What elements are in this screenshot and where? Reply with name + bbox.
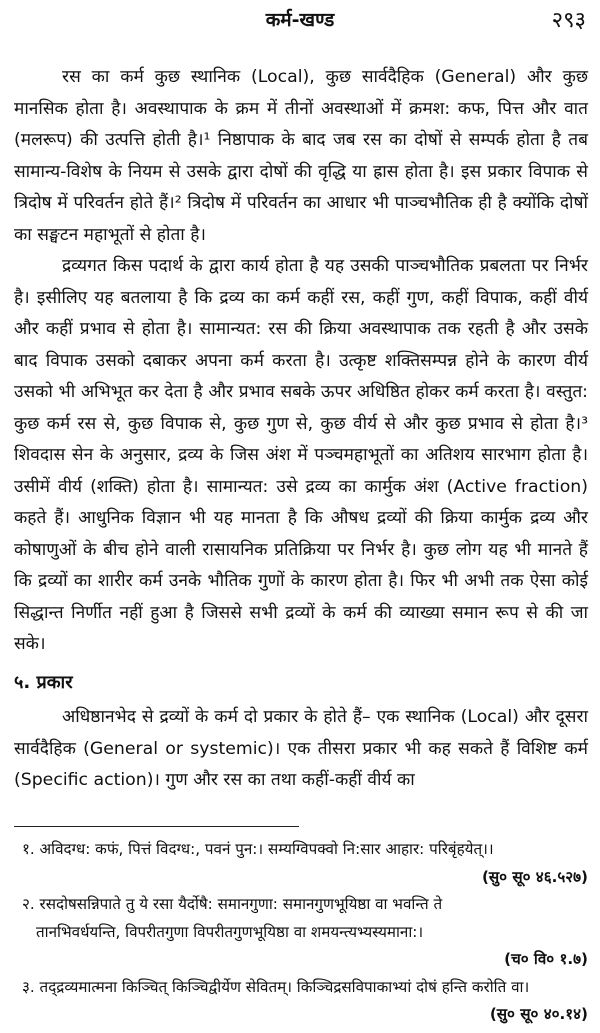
footnote-divider [14, 826, 299, 827]
footnote-text: ३. तद्द्रव्यमात्मना किञ्चित् किञ्चिद्वीर्येण सेवितम्। किञ्चिद्रसविपाकाभ्यां दोषं हन्ति करोति वा। [22, 977, 530, 996]
page-header [0, 2, 600, 36]
footnote-reference: (सु० सू० ४०.१४) [489, 1005, 588, 1023]
footnote-reference: (सु० सू० ४६.५२७) [481, 867, 588, 886]
section-heading: ५. प्रकार [14, 671, 73, 693]
footnote-reference: (च० वि० १.७) [504, 950, 588, 968]
paragraph-prakara: अधिष्ठानभेद से द्रव्यों के कर्म दो प्रकार के होते हैं– एक स्थानिक (Local) और दूसरा सार्वदैहिक (General or systemic)। एक तीसरा प्रकार भी कह सकते हैं विशिष्ट कर्म (Specific action)। गुण और रस का तथा कहीं-कहीं वीर्य का [14, 707, 588, 790]
footnote-text-continued: तानभिवर्धयन्ति, विपरीतगुणा विपरीतगुणभूयिष्ठा वा शमयन्त्यभ्यस्यमाना:। [36, 922, 424, 941]
chapter-title: कर्म-खण्ड [265, 9, 335, 31]
footnote-text: १. अविदग्ध: कफं, पित्तं विदग्ध:, पवनं पुन:। सम्यग्विपक्वो नि:सार आहार: परिबृंहयेत्।। [22, 840, 494, 858]
footnote-2 [22, 891, 588, 974]
footnotes [22, 836, 588, 1029]
paragraph-rasa-karma: रस का कर्म कुछ स्थानिक (Local), कुछ सार्वदैहिक (General) और कुछ मानसिक होता है। अवस्थापाक के क्रम में तीनों अवस्थाओं में क्रमश: कफ, पित्त और वात (मलरूप) की उत्पत्ति होती है।¹ निष्ठापाक के बाद जब रस का दोषों से सम्पर्क होता है तब सामान्य-विशेष के नियम से उसके द्वारा दोषों की वृद्धि या ह्रास होता है। इस प्रकार विपाक से त्रिदोष में परिवर्तन होते हैं।² त्रिदोष में परिवर्तन का आधार भी पाञ्चभौतिक ही है क्योंकि दोषों का सङ्घटन महाभूतों से होता है। [14, 67, 588, 245]
footnote-3 [22, 974, 588, 1029]
main-text [14, 62, 588, 797]
footnote-1 [22, 836, 588, 891]
footnote-text: २. रसदोषसन्निपाते तु ये रसा यैर्दोषै: समानगुणा: समानगुणभूयिष्ठा वा भवन्ति ते [22, 895, 443, 913]
paragraph-dravyagata: द्रव्यगत किस पदार्थ के द्वारा कार्य होता है यह उसकी पाञ्चभौतिक प्रबलता पर निर्भर है। इसीलिए यह बतलाया है कि द्रव्य का कर्म कहीं रस, कहीं गुण, कहीं विपाक, कहीं वीर्य और कहीं प्रभाव से होता है। सामान्यत: रस की क्रिया अवस्थापाक तक रहती है और उसके बाद विपाक उसको दबाकर अपना कर्म करता है। उत्कृष्ट शक्तिसम्पन्न होने के कारण वीर्य उसको भी अभिभूत कर देता है और प्रभाव सबके ऊपर अधिष्ठित होकर कर्म करता है। वस्तुत: कुछ कर्म रस से, कुछ विपाक से, कुछ गुण से, कुछ वीर्य से और कुछ प्रभाव से होता है।³ शिवदास सेन के अनुसार, द्रव्य के जिस अंश में पञ्चमहाभूतों का अतिशय सारभाग होता है। उसीमें वीर्य (शक्ति) होता है। सामान्यत: उसे द्रव्य का कार्मुक अंश (Active fraction) कहते हैं। आधुनिक विज्ञान भी यह मानता है कि औषध द्रव्यों की क्रिया कार्मुक द्रव्य और कोषाणुओं के बीच होने वाली रासायनिक प्रतिक्रिया पर निर्भर है। कुछ लोग यह भी मानते हैं कि द्रव्यों का शारीर कर्म उनके भौतिक गुणों के कारण होता है। फिर भी अभी तक ऐसा कोई सिद्धान्त निर्णीत नहीं हुआ है जिससे सभी द्रव्यों के कर्म की व्याख्या समान रूप से की जा सके। [14, 256, 588, 654]
page-number: २९३ [551, 8, 586, 33]
